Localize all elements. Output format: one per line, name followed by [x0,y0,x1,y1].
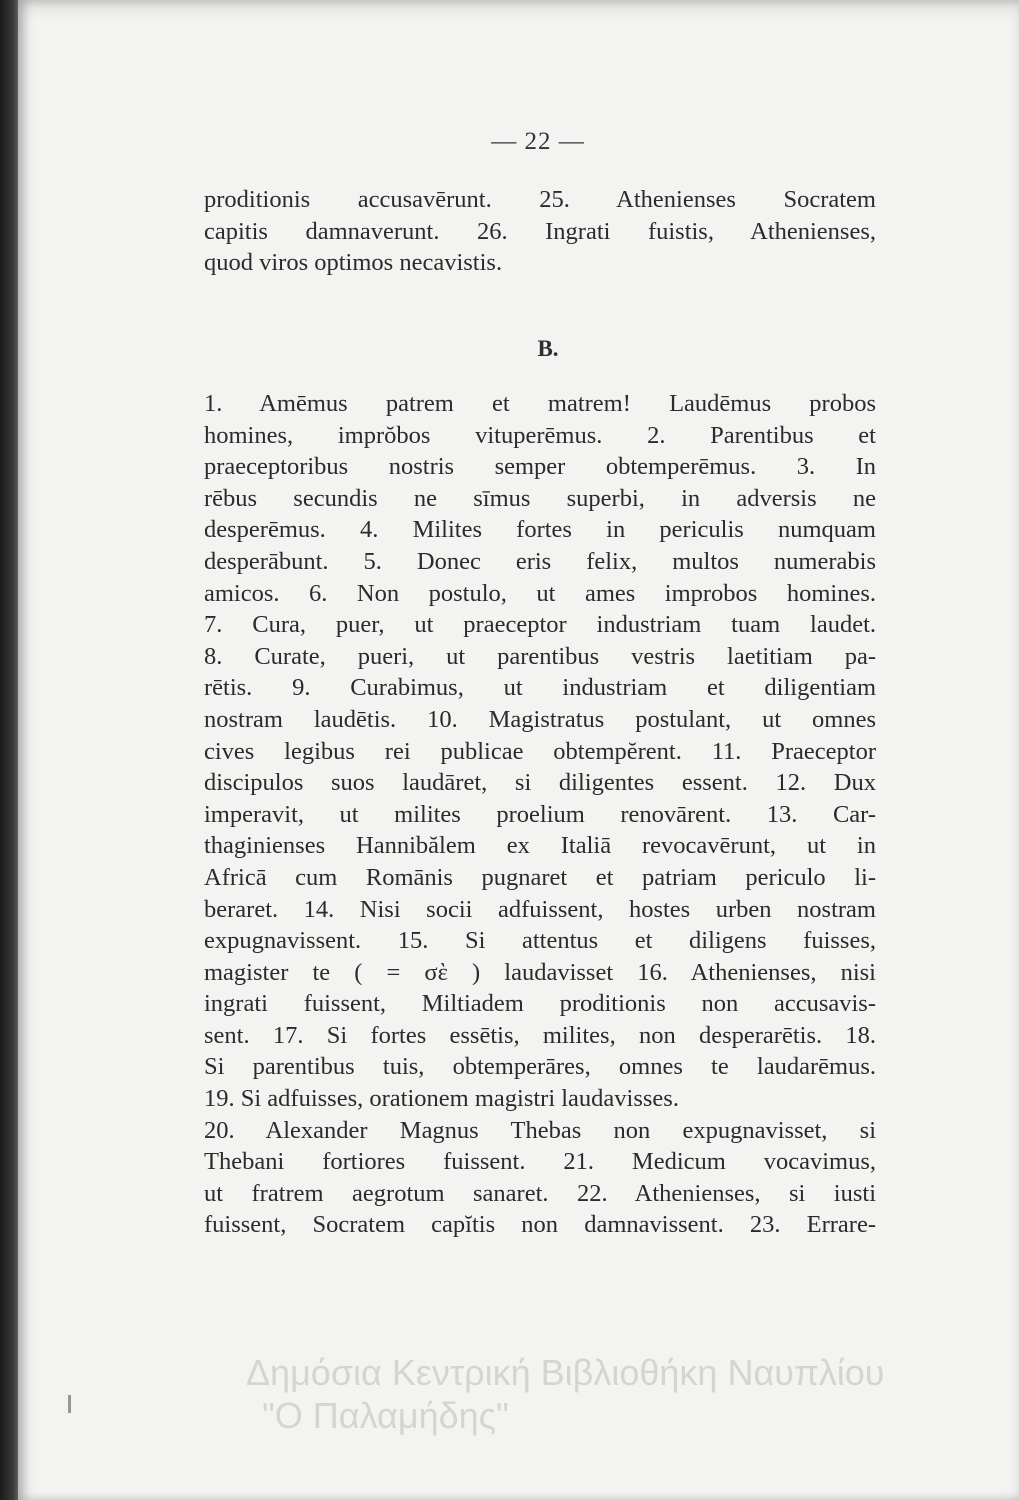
page-number: — 22 — [491,128,585,155]
text-line: Thebani fortiores fuissent. 21. Medicum vocavimus, [204,1148,876,1176]
text-line: 19. Si adfuisses, orationem magistri laudavisses. [204,1085,679,1113]
book-page [18,0,1019,1500]
text-line: Africā cum Romānis pugnaret et patriam periculo li- [204,863,876,891]
text-line: expugnavissent. 15. Si attentus et diligens fuisses, [204,927,876,955]
library-watermark-line-1: Δημόσια Κεντρική Βιβλιοθήκη Ναυπλίου [246,1352,885,1393]
text-line: praeceptoribus nostris semper obtemperēmus. 3. In [204,453,876,481]
text-line: 20. Alexander Magnus Thebas non expugnavisset, si [204,1116,876,1144]
section-heading: B. [537,336,559,361]
text-line: proditionis accusavērunt. 25. Athenienses Socratem [204,186,876,213]
text-line: discipulos suos laudāret, si diligentes essent. 12. Dux [204,769,876,797]
text-line: quod viros optimos necavistis. [204,249,503,277]
text-line: magister te ( = σὲ ) laudavisset 16. Athenienses, nisi [204,958,876,986]
text-line: amicos. 6. Non postulo, ut ames improbos homines. [204,579,876,607]
text-line: 7. Cura, puer, ut praeceptor industriam tuam laudet. [204,611,876,639]
text-line: desperābunt. 5. Donec eris felix, multos numerabis [204,547,876,575]
text-line: 8. Curate, pueri, ut parentibus vestris laetitiam pa- [204,642,876,670]
text-line: beraret. 14. Nisi socii adfuissent, hostes urben nostram [204,895,876,923]
text-line: sent. 17. Si fortes essētis, milites, non desperarētis. 18. [204,1021,876,1049]
text-line: Si parentibus tuis, obtemperāres, omnes te laudarēmus. [204,1053,876,1081]
text-line: nostram laudētis. 10. Magistratus postulant, ut omnes [204,705,876,733]
text-line: rēbus secundis ne sīmus superbi, in adversis ne [204,484,876,512]
text-line: thaginienses Hannibălem ex Italiā revocavērunt, ut in [204,832,876,860]
text-line: 1. Amēmus patrem et matrem! Laudēmus probos [204,390,876,417]
text-line: imperavit, ut milites proelium renovārent. 13. Car- [204,800,876,828]
text-line: ingrati fuissent, Miltiadem proditionis non accusavis- [204,990,876,1018]
text-line: rētis. 9. Curabimus, ut industriam et diligentiam [204,674,876,702]
text-line: cives legibus rei publicae obtempĕrent. 11. Praeceptor [204,737,876,765]
exercise-paragraph [204,388,876,1241]
top-paragraph [204,184,876,279]
text-line: desperēmus. 4. Milites fortes in periculis numquam [204,516,876,544]
text-line: ut fratrem aegrotum sanaret. 22. Athenienses, si iusti [204,1179,876,1207]
library-watermark-line-2: "Ο Παλαμήδης" [262,1395,509,1436]
text-line: fuissent, Socratem capĭtis non damnavissent. 23. Errare- [204,1211,876,1239]
scan-smudge [68,1395,71,1413]
text-line: homines, imprŏbos vituperēmus. 2. Parentibus et [204,421,876,449]
text-line: capitis damnaverunt. 26. Ingrati fuistis, Athenienses, [204,217,876,245]
